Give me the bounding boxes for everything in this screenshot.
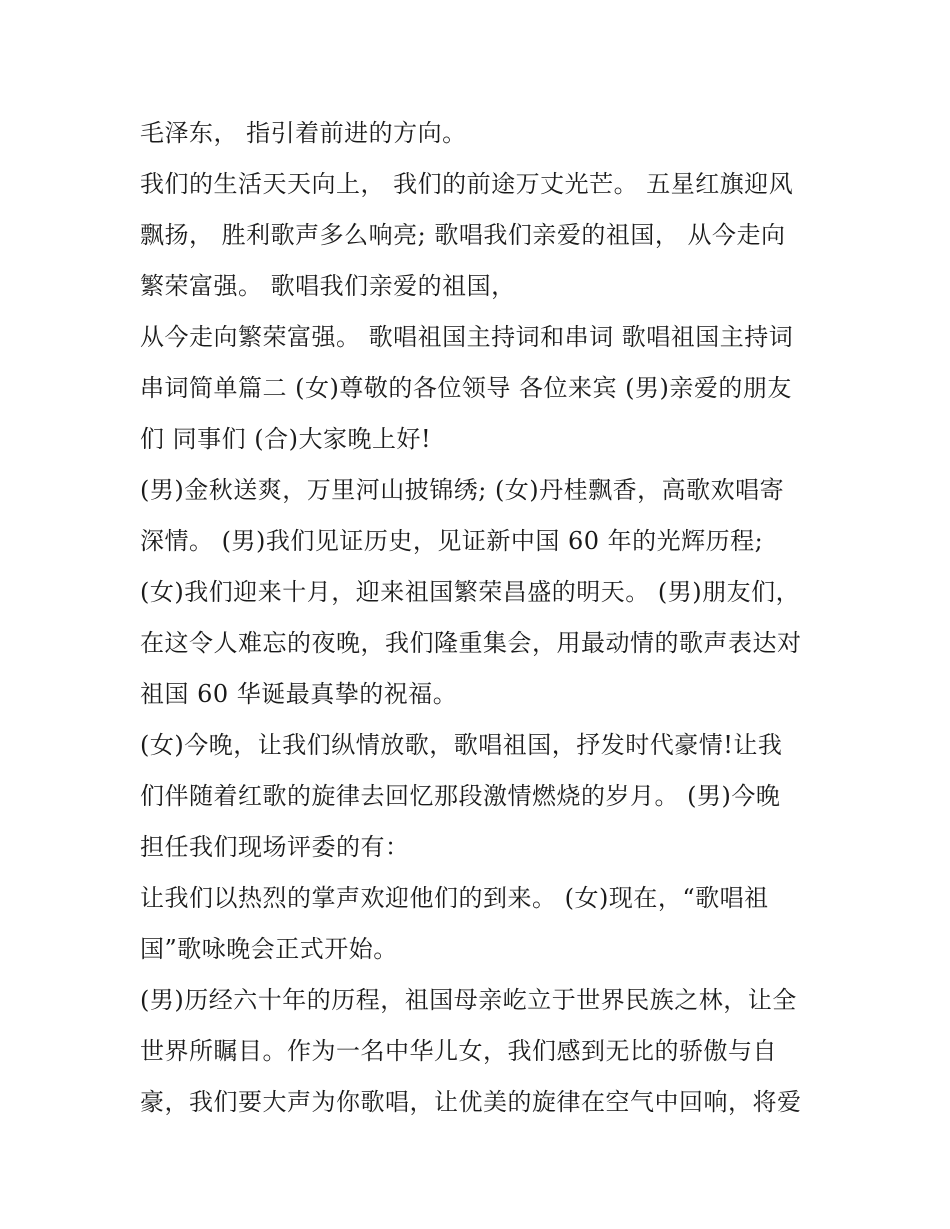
text-line: 让我们以热烈的掌声欢迎他们的到来。 (女)现在，“歌唱祖: [140, 884, 769, 912]
text-line: (男)历经六十年的历程，祖国母亲屹立于世界民族之林，让全: [140, 986, 797, 1014]
text-line: 国”歌咏晚会正式开始。: [140, 935, 398, 963]
text-line: (女)我们迎来十月，迎来祖国繁荣昌盛的明天。 (男)朋友们，: [140, 578, 801, 606]
text-line: 担任我们现场评委的有：: [140, 833, 410, 861]
text-line: 从今走向繁荣富强。 歌唱祖国主持词和串词 歌唱祖国主持词: [140, 323, 794, 351]
text-line: 飘扬， 胜利歌声多么响亮; 歌唱我们亲爱的祖国， 从今走向: [140, 221, 786, 249]
text-line: 串词简单篇二 (女)尊敬的各位领导 各位来宾 (男)亲爱的朋友: [140, 374, 792, 402]
text-line: 毛泽东， 指引着前进的方向。: [140, 119, 467, 147]
text-line: 繁荣富强。 歌唱我们亲爱的祖国，: [140, 272, 516, 300]
text-line: 们 同事们 (合)大家晚上好!: [140, 425, 432, 453]
text-line: 豪，我们要大声为你歌唱，让优美的旋律在空气中回响，将爱: [140, 1088, 802, 1116]
text-line: 我们的生活天天向上， 我们的前途万丈光芒。 五星红旗迎风: [140, 170, 794, 198]
text-line: (女)今晚，让我们纵情放歌，歌唱祖国，抒发时代豪情!让我: [140, 731, 783, 759]
text-line: 在这令人难忘的夜晚，我们隆重集会，用最动情的歌声表达对: [140, 629, 802, 657]
text-line: 深情。 (男)我们见证历史，见证新中国 60 年的光辉历程;: [140, 527, 764, 555]
text-line: 世界所瞩目。作为一名中华儿女，我们感到无比的骄傲与自: [140, 1037, 777, 1065]
document-body: [140, 108, 830, 1128]
text-line: 们伴随着红歌的旋律去回忆那段激情燃烧的岁月。 (男)今晚: [140, 782, 781, 810]
text-line: (男)金秋送爽，万里河山披锦绣; (女)丹桂飘香，高歌欢唱寄: [140, 476, 785, 504]
text-line: 祖国 60 华诞最真挚的祝福。: [140, 680, 458, 708]
